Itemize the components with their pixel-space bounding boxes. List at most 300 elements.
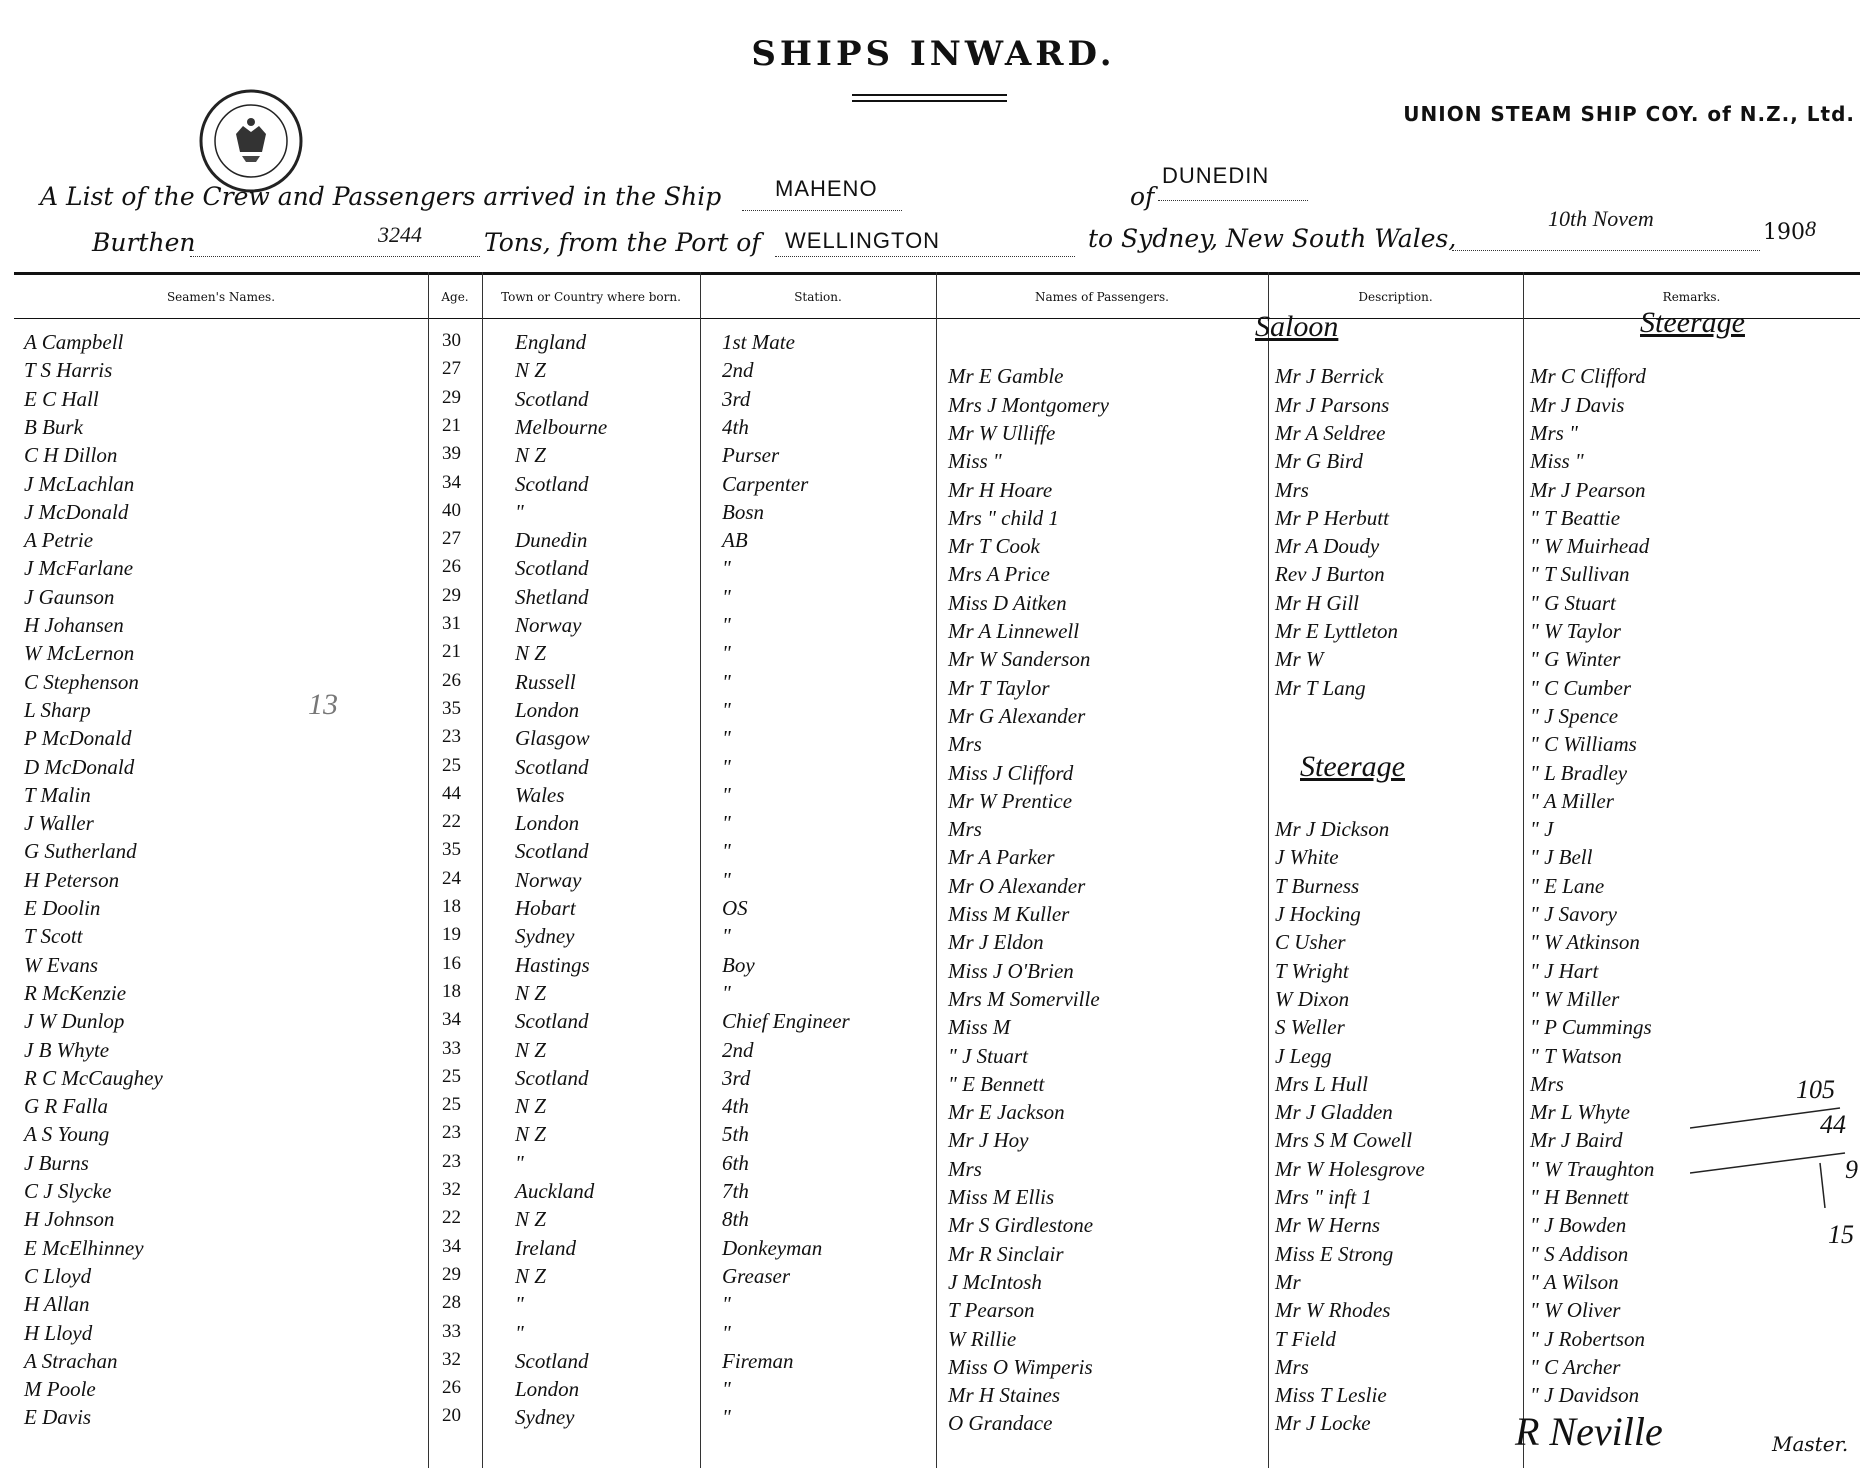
manifest-row [0, 1037, 1867, 1068]
crew-name: E Doolin [24, 896, 101, 920]
crew-name: C H Dillon [24, 443, 118, 468]
crew-name: J Gaunson [24, 584, 115, 609]
crew-station: " [722, 669, 731, 694]
year-handwritten: 8 [1805, 216, 1816, 241]
crew-station: 7th [722, 1179, 749, 1203]
passenger-name: Mr E Gamble [948, 364, 1064, 389]
manifest-row [0, 1320, 1867, 1351]
crew-age: 25 [442, 754, 461, 776]
manifest-row [0, 556, 1867, 587]
description-entry: Mrs " inft 1 [1275, 1185, 1372, 1209]
crew-birthplace: Hobart [515, 896, 576, 920]
remarks-entry: " J Spence [1530, 703, 1619, 728]
crew-name: L Sharp [24, 697, 91, 722]
col-header-passengers: Names of Passengers. [1035, 290, 1169, 304]
crew-birthplace: Scotland [515, 386, 589, 411]
manifest-row [0, 980, 1867, 1011]
manifest-row [0, 499, 1867, 530]
crew-name: W McLernon [24, 641, 135, 666]
passenger-name: W Rillie [948, 1326, 1017, 1351]
crew-age: 24 [442, 867, 461, 889]
crew-station: 5th [722, 1122, 749, 1147]
crew-age: 27 [442, 528, 461, 550]
passenger-name: Mrs " child 1 [948, 505, 1059, 530]
col-header-remarks: Remarks. [1662, 290, 1721, 304]
description-entry: Mr J Locke [1275, 1411, 1371, 1436]
crew-age: 18 [442, 980, 461, 1002]
crew-name: H Allan [24, 1292, 90, 1317]
description-entry: W Dixon [1275, 986, 1350, 1011]
passenger-name: Miss O Wimperis [948, 1354, 1093, 1379]
burthen-line [190, 256, 480, 257]
crew-age: 16 [442, 952, 461, 974]
manifest-row [0, 613, 1867, 643]
crew-age: 29 [442, 584, 461, 606]
crew-age: 22 [442, 1207, 461, 1229]
tally-2: 44 [1820, 1110, 1846, 1139]
remarks-entry: " J Bell [1530, 845, 1593, 870]
crew-name: C J Slycke [24, 1179, 112, 1203]
crew-station: Chief Engineer [722, 1009, 850, 1034]
manifest-row [0, 839, 1867, 870]
manifest-row [0, 1065, 1867, 1096]
crew-age: 34 [442, 1235, 461, 1257]
crew-age: 33 [442, 1320, 461, 1342]
manifest-row [0, 1235, 1867, 1266]
crew-age: 26 [442, 1377, 461, 1399]
crew-age: 22 [442, 811, 461, 833]
crew-station: Greaser [722, 1263, 791, 1288]
passenger-name: " J Stuart [948, 1043, 1028, 1068]
date-line [1452, 250, 1760, 251]
manifest-row [0, 754, 1867, 785]
manifest-row [0, 924, 1867, 955]
remarks-entry: " T Watson [1530, 1043, 1622, 1068]
crew-name: J McDonald [24, 499, 129, 524]
description-entry: Mr J Gladden [1275, 1100, 1393, 1125]
list-intro-text: A List of the Crew and Passengers arrived in the Ship [40, 182, 722, 211]
manifest-row [0, 782, 1867, 813]
description-entry: Mr A Seldree [1275, 420, 1386, 445]
manifest-row [0, 471, 1867, 502]
ship-name-line [742, 210, 902, 211]
crew-name: T S Harris [24, 358, 113, 383]
remarks-entry: " J [1530, 817, 1554, 842]
passenger-name: Mr J Hoy [948, 1128, 1029, 1153]
remarks-entry: Mrs " [1530, 420, 1578, 445]
section-steerage-remarks: Steerage [1640, 306, 1745, 339]
manifest-row [0, 1348, 1867, 1379]
crew-station: 4th [722, 414, 749, 439]
passenger-name: Miss J O'Brien [948, 958, 1074, 983]
crew-age: 26 [442, 556, 461, 578]
crew-station: " [722, 697, 731, 722]
manifest-row [0, 330, 1867, 357]
passenger-name: Mrs [948, 732, 982, 757]
remarks-entry: " W Muirhead [1530, 534, 1650, 559]
crew-name: P McDonald [24, 726, 132, 751]
remarks-entry: " J Hart [1530, 958, 1599, 983]
manifest-row [0, 1179, 1867, 1209]
crew-birthplace: London [515, 1377, 580, 1402]
crew-birthplace: London [515, 697, 580, 722]
master-signature: R Neville [1515, 1409, 1663, 1454]
passenger-name: Mrs [948, 817, 982, 842]
manifest-row [0, 528, 1867, 559]
crew-name: J W Dunlop [24, 1009, 125, 1034]
manifest-row [0, 1292, 1867, 1323]
remarks-entry: " W Oliver [1530, 1298, 1621, 1323]
manifest-row [0, 867, 1867, 898]
crew-birthplace: England [515, 330, 587, 354]
crew-station: " [722, 1292, 731, 1317]
remarks-entry: " T Beattie [1530, 505, 1621, 530]
crew-age: 39 [442, 443, 461, 465]
description-entry: J Hocking [1275, 902, 1361, 926]
title-rule-bottom [852, 100, 1007, 102]
crew-birthplace: Norway [515, 867, 582, 892]
description-entry: Mr J Berrick [1275, 364, 1384, 389]
crew-station: 8th [722, 1207, 749, 1232]
crew-station: AB [722, 528, 748, 553]
manifest-row [0, 1122, 1867, 1153]
crew-age: 33 [442, 1037, 461, 1059]
manifest-row [0, 641, 1867, 672]
manifest-row [0, 443, 1867, 474]
crew-birthplace: N Z [515, 1122, 546, 1147]
crew-name: R C McCaughey [24, 1065, 163, 1090]
crew-birthplace: N Z [515, 641, 546, 666]
tons-value: 3244 [378, 222, 422, 247]
table-top-rule [14, 272, 1860, 275]
remarks-entry: " W Traughton [1530, 1156, 1655, 1181]
manifest-row [0, 896, 1867, 926]
passenger-name: Mrs J Montgomery [948, 392, 1109, 417]
crew-age: 31 [442, 613, 461, 634]
remarks-entry: Mr J Baird [1530, 1128, 1623, 1153]
passenger-name: Miss M Ellis [948, 1185, 1055, 1209]
tons-label: Tons, from the Port of [484, 228, 761, 257]
crew-name: H Lloyd [24, 1320, 93, 1345]
passenger-name: Mr T Cook [948, 534, 1040, 559]
manifest-row [0, 414, 1867, 445]
manifest-row [0, 697, 1867, 728]
shipping-office-stamp [196, 86, 306, 196]
crew-age: 40 [442, 499, 461, 521]
passenger-name: J McIntosh [948, 1269, 1042, 1294]
crew-age: 23 [442, 1150, 461, 1172]
passenger-name: Mr W Ulliffe [948, 420, 1056, 445]
crew-station: " [722, 811, 731, 836]
description-entry: C Usher [1275, 930, 1346, 955]
passenger-name: Mr G Alexander [948, 703, 1086, 728]
crew-birthplace: Scotland [515, 556, 589, 581]
crew-name: W Evans [24, 952, 99, 977]
crew-name: H Johnson [24, 1207, 115, 1232]
destination-label: to Sydney, New South Wales, [1088, 224, 1457, 253]
crew-age: 21 [442, 414, 461, 436]
crew-birthplace: Glasgow [515, 726, 590, 751]
description-entry: Mr E Lyttleton [1275, 619, 1399, 643]
passenger-name: " E Bennett [948, 1071, 1045, 1096]
remarks-entry: " L Bradley [1530, 760, 1628, 785]
manifest-row [0, 358, 1867, 389]
date-handwritten: 10th Novem [1548, 206, 1654, 231]
crew-name: E Davis [24, 1405, 92, 1430]
remarks-entry: " A Wilson [1530, 1269, 1619, 1294]
crew-name: A S Young [24, 1122, 110, 1147]
remarks-entry: Mr J Pearson [1530, 477, 1646, 502]
crew-age: 19 [442, 924, 461, 946]
crew-age: 18 [442, 896, 461, 917]
passenger-name: Mr A Linnewell [948, 619, 1080, 643]
crew-birthplace: N Z [515, 980, 546, 1005]
crew-age: 20 [442, 1405, 461, 1427]
crew-station: Purser [722, 443, 780, 468]
remarks-entry: " W Taylor [1530, 619, 1621, 643]
remarks-entry: " J Bowden [1530, 1213, 1627, 1238]
remarks-entry: " S Addison [1530, 1241, 1629, 1266]
passenger-name: Mr T Taylor [948, 675, 1050, 700]
remarks-entry: " T Sullivan [1530, 562, 1630, 587]
remarks-entry: Mr J Davis [1530, 392, 1625, 417]
passenger-name: Mr W Prentice [948, 788, 1073, 813]
passenger-name: Mr O Alexander [948, 873, 1086, 898]
crew-station: 4th [722, 1094, 749, 1119]
description-entry: Mrs S M Cowell [1275, 1128, 1413, 1153]
description-entry: Miss T Leslie [1275, 1383, 1387, 1408]
crew-name: J Waller [24, 811, 94, 836]
remarks-entry: " G Stuart [1530, 590, 1616, 615]
crew-birthplace: N Z [515, 1094, 546, 1119]
ship-name: MAHENO [775, 176, 878, 201]
passenger-name: Miss J Clifford [948, 760, 1074, 785]
crew-name: D McDonald [24, 754, 135, 779]
col-header-seamen: Seamen's Names. [166, 290, 276, 304]
remarks-entry: " J Robertson [1530, 1326, 1645, 1351]
description-entry: J Legg [1275, 1043, 1332, 1068]
remarks-entry: " H Bennett [1530, 1185, 1629, 1209]
crew-name: A Petrie [24, 528, 94, 553]
crew-birthplace: Sydney [515, 924, 575, 949]
crew-birthplace: N Z [515, 1037, 546, 1062]
manifest-row [0, 952, 1867, 983]
title-rule-top [852, 94, 1007, 96]
remarks-entry: " C Archer [1530, 1354, 1621, 1379]
section-saloon: Saloon [1255, 310, 1339, 343]
passenger-name: Mr H Hoare [948, 477, 1053, 502]
document-title: SHIPS INWARD. [751, 34, 1116, 74]
remarks-entry: Mr C Clifford [1530, 364, 1646, 389]
remarks-entry: " J Davidson [1530, 1383, 1640, 1408]
crew-age: 25 [442, 1065, 461, 1087]
passenger-name: T Pearson [948, 1298, 1035, 1323]
crew-age: 35 [442, 697, 461, 719]
crew-name: E C Hall [24, 386, 99, 411]
remarks-entry: " E Lane [1530, 873, 1605, 898]
remarks-entry: Miss " [1530, 449, 1584, 474]
remarks-entry: Mr L Whyte [1530, 1100, 1630, 1125]
description-entry: S Weller [1275, 1015, 1345, 1040]
description-entry: Mrs [1275, 1354, 1309, 1379]
crew-name: T Malin [24, 782, 91, 807]
crew-station: " [722, 980, 731, 1005]
tally-1: 105 [1796, 1075, 1835, 1104]
manifest-row [0, 726, 1867, 757]
description-entry: Mr A Doudy [1275, 534, 1380, 559]
crew-birthplace: Scotland [515, 1009, 589, 1034]
description-entry: J White [1275, 845, 1339, 870]
manifest-row [0, 1377, 1867, 1408]
crew-age: 29 [442, 1263, 461, 1285]
crew-age: 25 [442, 1094, 461, 1116]
crew-birthplace: N Z [515, 358, 546, 383]
description-entry: Mr W Holesgrove [1275, 1156, 1425, 1181]
passenger-name: Mr R Sinclair [948, 1241, 1064, 1266]
crew-station: Donkeyman [722, 1235, 823, 1260]
description-entry: Mrs L Hull [1275, 1071, 1368, 1096]
from-port-line [775, 256, 1075, 257]
crew-station: 3rd [722, 1065, 751, 1090]
crew-birthplace: Hastings [515, 952, 590, 977]
manifest-row [0, 1150, 1867, 1181]
crew-station: " [722, 1405, 731, 1430]
crew-station: " [722, 754, 731, 779]
crew-station: 2nd [722, 1037, 754, 1062]
crew-birthplace: Shetland [515, 584, 589, 609]
crew-name: J McLachlan [24, 471, 135, 496]
crew-birthplace: Melbourne [515, 414, 608, 439]
crew-station: Carpenter [722, 471, 809, 496]
crew-birthplace: Dunedin [515, 528, 588, 553]
crew-name: E McElhinney [24, 1235, 144, 1260]
crew-birthplace: N Z [515, 1263, 546, 1288]
crew-age: 32 [442, 1179, 461, 1200]
description-entry: Mr T Lang [1275, 675, 1366, 700]
crew-station: 6th [722, 1150, 749, 1175]
crew-station: Boy [722, 952, 755, 977]
burthen-label: Burthen [92, 228, 196, 257]
description-entry: Mr J Parsons [1275, 392, 1390, 417]
description-entry: Mr H Gill [1275, 590, 1359, 615]
passenger-name: Mr A Parker [948, 845, 1055, 870]
passenger-name: Mrs A Price [948, 562, 1050, 587]
crew-age: 21 [442, 641, 461, 663]
header-bottom-rule [14, 318, 1860, 319]
crew-age: 28 [442, 1292, 461, 1314]
crew-birthplace: " [515, 1320, 524, 1345]
crew-age: 27 [442, 358, 461, 380]
crew-name: J Burns [24, 1150, 89, 1175]
crew-birthplace: Sydney [515, 1405, 575, 1430]
crew-station: " [722, 924, 731, 949]
description-entry: T Burness [1275, 873, 1360, 898]
crew-name: B Burk [24, 414, 83, 439]
crew-age: 26 [442, 669, 461, 691]
crew-age: 32 [442, 1348, 461, 1370]
description-entry: Mr P Herbutt [1275, 505, 1389, 530]
description-entry: Mrs [1275, 477, 1309, 502]
crew-station: " [722, 584, 731, 609]
of-label: of [1130, 182, 1155, 211]
col-header-born: Town or Country where born. [501, 290, 681, 304]
section-steerage: Steerage [1300, 750, 1405, 783]
home-port-line [1158, 200, 1308, 201]
description-entry: Mr G Bird [1275, 449, 1363, 474]
crew-birthplace: London [515, 811, 580, 836]
year-printed: 190 [1763, 220, 1805, 245]
remarks-entry: " W Miller [1530, 986, 1620, 1011]
description-entry: Mr J Dickson [1275, 817, 1390, 842]
home-port: DUNEDIN [1162, 163, 1270, 188]
manifest-row [0, 669, 1867, 700]
crew-name: A Campbell [24, 330, 124, 354]
remarks-entry: " W Atkinson [1530, 930, 1640, 955]
description-entry: Mr W Herns [1275, 1213, 1380, 1238]
passenger-name: Miss " [948, 449, 1002, 474]
crew-name: H Peterson [24, 867, 120, 892]
crew-station: " [722, 1377, 731, 1402]
crew-name: J B Whyte [24, 1037, 110, 1062]
crew-age: 34 [442, 471, 461, 493]
manifest-row [0, 584, 1867, 615]
crew-station: 2nd [722, 358, 754, 383]
crew-station: " [722, 641, 731, 666]
description-entry: T Wright [1275, 958, 1349, 983]
crew-station: Bosn [722, 499, 764, 524]
remarks-entry: " C Williams [1530, 732, 1637, 757]
crew-age: 35 [442, 839, 461, 861]
description-entry: T Field [1275, 1326, 1336, 1351]
passenger-name: Miss M Kuller [948, 902, 1070, 926]
crew-age: 29 [442, 386, 461, 408]
crew-station: " [722, 726, 731, 751]
description-entry: Mr W [1275, 647, 1324, 672]
passenger-name: Mr J Eldon [948, 930, 1044, 955]
crew-station: " [722, 556, 731, 581]
crew-station: 3rd [722, 386, 751, 411]
crew-name: R McKenzie [24, 980, 127, 1005]
remarks-entry: " P Cummings [1530, 1015, 1652, 1040]
crew-birthplace: N Z [515, 1207, 546, 1232]
manifest-row [0, 1263, 1867, 1294]
crew-age: 23 [442, 1122, 461, 1144]
manifest-row [0, 811, 1867, 842]
crew-birthplace: Ireland [515, 1235, 577, 1260]
description-entry: Miss E Strong [1275, 1241, 1394, 1266]
passenger-name: Miss D Aitken [948, 590, 1067, 615]
crew-station: Fireman [722, 1348, 794, 1373]
passenger-name: Mrs M Somerville [948, 986, 1100, 1011]
crew-name: C Lloyd [24, 1263, 92, 1288]
crew-station: " [722, 782, 731, 807]
crew-name: T Scott [24, 924, 83, 949]
passenger-name: Miss M [948, 1015, 1011, 1040]
crew-birthplace: Scotland [515, 839, 589, 864]
crew-station: " [722, 1320, 731, 1345]
from-port: WELLINGTON [785, 228, 941, 253]
crew-birthplace: Wales [515, 782, 565, 807]
company-name: UNION STEAM SHIP COY. of N.Z., Ltd. [1403, 102, 1855, 126]
crew-station: " [722, 839, 731, 864]
remarks-entry: Mrs [1530, 1071, 1564, 1096]
remarks-entry: " C Cumber [1530, 675, 1631, 700]
crew-birthplace: Scotland [515, 1065, 589, 1090]
crew-birthplace: " [515, 1150, 524, 1175]
crew-birthplace: Norway [515, 613, 582, 637]
crew-birthplace: N Z [515, 443, 546, 468]
crew-station: " [722, 867, 731, 892]
